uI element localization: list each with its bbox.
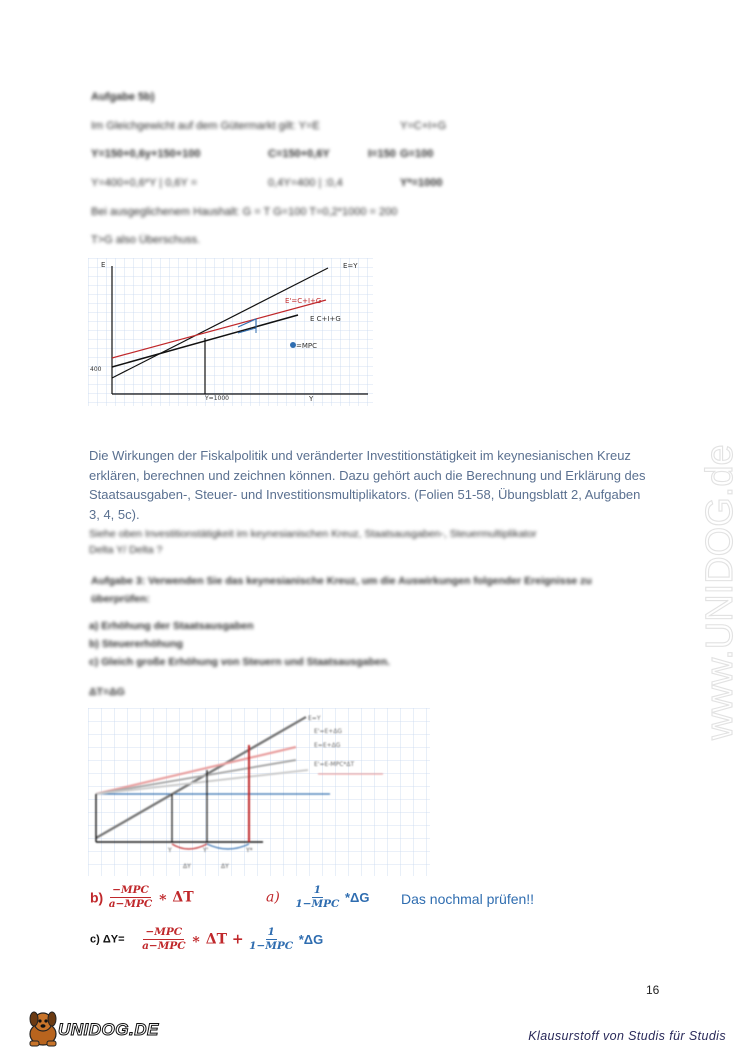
chart2-dy-1: ΔY	[183, 863, 191, 870]
formula-b-numerator: −MPC	[112, 884, 149, 896]
chart1-x-tick: Y=1000	[205, 395, 229, 402]
formula-b	[90, 884, 194, 911]
task3-equation: ΔT=ΔG	[89, 686, 125, 698]
formula-c-label: c) ΔY=	[90, 933, 125, 946]
blurred-line-2d: G=100	[400, 148, 434, 160]
chart2-label-1: E=Y	[308, 715, 321, 722]
formula-a-rest: *ΔG	[344, 890, 370, 905]
formula-a-denominator: 1−MPC	[295, 898, 340, 910]
formula-c-numerator-1: −MPC	[145, 926, 183, 938]
blurred-line-1: Im Gleichgewicht auf dem Gütermarkt gilt: Y=E	[91, 120, 320, 132]
formula-c-denominator-2: 1−MPC	[249, 940, 294, 952]
task-heading: Aufgabe 5b)	[91, 91, 155, 103]
unidog-logo: UNIDOG.DE	[58, 1020, 159, 1039]
watermark-text: www.UNIDOG.de	[699, 444, 741, 740]
formula-c-rest: *ΔG	[298, 932, 324, 947]
formula-b-denominator: a−MPC	[108, 898, 153, 910]
formula-a-numerator: 1	[313, 884, 322, 896]
formula-a-label: a)	[266, 889, 280, 906]
blurred-line-4: Bei ausgeglichenem Haushalt: G = T G=100 T=0,2*1000 = 200	[91, 206, 398, 218]
keynesian-cross-chart-1	[88, 258, 373, 406]
chart2-label-3: E=E+ΔG	[314, 742, 341, 749]
page-number: 16	[646, 983, 660, 997]
intro-paragraph: Die Wirkungen der Fiskalpolitik und veränderter Investitionstätigkeit im keynesianischen Kreuz erklären, berechnen und zeichnen können. Dazu gehört auch die Berechnung und Erklärung des Staatsausgaben-, Steuer- und Investitionsmultiplikators. (Folien 51-58, Übungsblatt 2, Aufgaben 3, 4, 5c).	[89, 448, 646, 522]
check-note: Das nochmal prüfen!!	[401, 891, 535, 907]
blurred-line-3a: Y=400+0,6*Y | 0,6Y =	[91, 177, 198, 189]
unidog-dog-icon	[24, 1008, 62, 1048]
blurred-line-6: Siehe oben Investitionstätigkeit im keynesianischen Kreuz, Staatsausgaben-, Steuermultiplikator	[89, 528, 537, 540]
footer-tagline: Klausurstoff von Studis für Studis	[528, 1029, 726, 1043]
chart2-label-y: Y	[168, 847, 172, 854]
chart1-label-red: E'=C+I+G	[285, 297, 322, 305]
formula-c-middle: ∗ ΔT +	[191, 931, 244, 948]
blurred-line-2a: Y=150+0,6y+150+100	[91, 148, 201, 160]
task3-item-c: c) Gleich große Erhöhung von Steuern und Staatsausgaben.	[89, 656, 391, 668]
formula-c-numerator-2: 1	[267, 926, 275, 938]
chart1-label-black: E C+I+G	[310, 315, 341, 323]
task3-heading: Aufgabe 3: Verwenden Sie das keynesianische Kreuz, um die Auswirkungen folgender Ereignisse zu überprüfen:	[91, 575, 592, 605]
chart1-label-e-y: E=Y	[343, 262, 358, 270]
keynesian-cross-chart-2	[88, 708, 430, 876]
blurred-line-2c: I=150	[368, 148, 396, 160]
chart1-y-tick: 400	[90, 366, 102, 373]
watermark	[660, 280, 750, 750]
chart1-mpc-label: =MPC	[296, 342, 318, 350]
blurred-line-3b: 0,4Y=400 | :0,4	[268, 177, 343, 189]
formula-c-denominator-1: a−MPC	[142, 940, 186, 952]
task3-item-b: b) Steuererhöhung	[89, 638, 183, 650]
formula-b-label: b)	[90, 889, 104, 906]
blurred-line-5: T>G also Überschuss.	[91, 234, 201, 246]
chart2-label-y-prime: Y'	[203, 847, 209, 854]
formula-b-fraction	[109, 884, 152, 911]
formula-b-rest: ∗ ΔT	[157, 889, 194, 906]
chart2-label-y-star: Y*	[246, 847, 253, 854]
chart2-dy-2: ΔY	[221, 863, 229, 870]
task3-item-a: a) Erhöhung der Staatsausgaben	[89, 620, 254, 632]
chart1-x-axis-label: Y	[309, 395, 314, 403]
blurred-line-7: Delta Y/ Delta ?	[89, 544, 163, 556]
formula-a	[266, 884, 369, 911]
chart1-y-axis-label: E	[101, 261, 106, 269]
chart2-label-4: E'=E-MPC*ΔT	[314, 761, 355, 768]
chart2-label-2: E'=E+ΔG	[314, 728, 343, 735]
formula-a-fraction	[295, 884, 339, 911]
blurred-line-3c: Y*=1000	[400, 177, 443, 189]
formula-c	[90, 926, 323, 953]
blurred-line-1b: Y=C+I+G	[400, 120, 447, 132]
formula-c-fraction-2	[249, 926, 293, 953]
blurred-line-2b: C=150+0,6Y	[268, 148, 330, 160]
formula-c-fraction-1	[142, 926, 185, 953]
